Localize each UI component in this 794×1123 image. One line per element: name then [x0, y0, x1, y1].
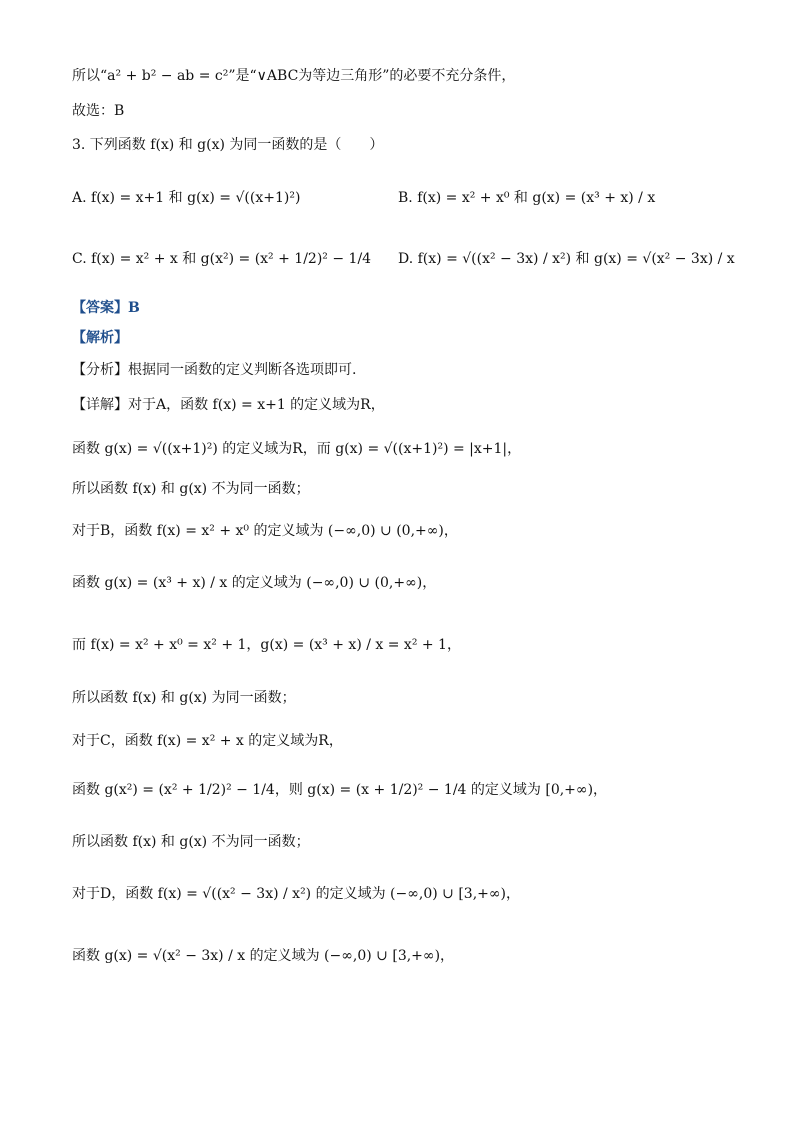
solution-line: 对于D，函数 f(x) = √((x² − 3x) / x²) 的定义域为 (−∞,0) ∪ [3,+∞)，: [72, 886, 521, 902]
text-line: 故选：B: [72, 103, 125, 119]
option-d: D. f(x) = √((x² − 3x) / x²) 和 g(x) = √(x² − 3x) / x: [398, 251, 735, 267]
text-line: 所以“a² + b² − ab = c²”是“∨ABC为等边三角形”的必要不充分条件，: [72, 68, 516, 84]
question-title: 3. 下列函数 f(x) 和 g(x) 为同一函数的是（ ）: [72, 137, 384, 153]
option-a: A. f(x) = x+1 和 g(x) = √((x+1)²): [72, 190, 301, 206]
solution-line: 对于B，函数 f(x) = x² + x⁰ 的定义域为 (−∞,0) ∪ (0,+∞)，: [72, 523, 458, 539]
option-c: C. f(x) = x² + x 和 g(x²) = (x² + 1/2)² − 1/4: [72, 251, 372, 267]
solution-line: 【详解】对于A，函数 f(x) = x+1 的定义域为R，: [72, 397, 385, 413]
solution-line: 所以函数 f(x) 和 g(x) 为同一函数；: [72, 690, 296, 706]
solution-line: 函数 g(x) = √((x+1)²) 的定义域为R，而 g(x) = √((x+1)²) = |x+1|，: [72, 441, 522, 457]
solution-line: 函数 g(x²) = (x² + 1/2)² − 1/4，则 g(x) = (x + 1/2)² − 1/4 的定义域为 [0,+∞)，: [72, 782, 608, 798]
analysis-summary: 【分析】根据同一函数的定义判断各选项即可.: [72, 362, 357, 378]
option-b: B. f(x) = x² + x⁰ 和 g(x) = (x³ + x) / x: [398, 190, 656, 206]
solution-line: 而 f(x) = x² + x⁰ = x² + 1，g(x) = (x³ + x) / x = x² + 1，: [72, 637, 461, 653]
answer-label: 【答案】B: [72, 300, 140, 316]
solution-line: 函数 g(x) = √(x² − 3x) / x 的定义域为 (−∞,0) ∪ [3,+∞)，: [72, 948, 455, 964]
analysis-label: 【解析】: [72, 330, 128, 346]
solution-line: 对于C，函数 f(x) = x² + x 的定义域为R，: [72, 733, 343, 749]
solution-line: 所以函数 f(x) 和 g(x) 不为同一函数；: [72, 834, 310, 850]
solution-line: 所以函数 f(x) 和 g(x) 不为同一函数；: [72, 481, 310, 497]
solution-line: 函数 g(x) = (x³ + x) / x 的定义域为 (−∞,0) ∪ (0,+∞)，: [72, 575, 437, 591]
